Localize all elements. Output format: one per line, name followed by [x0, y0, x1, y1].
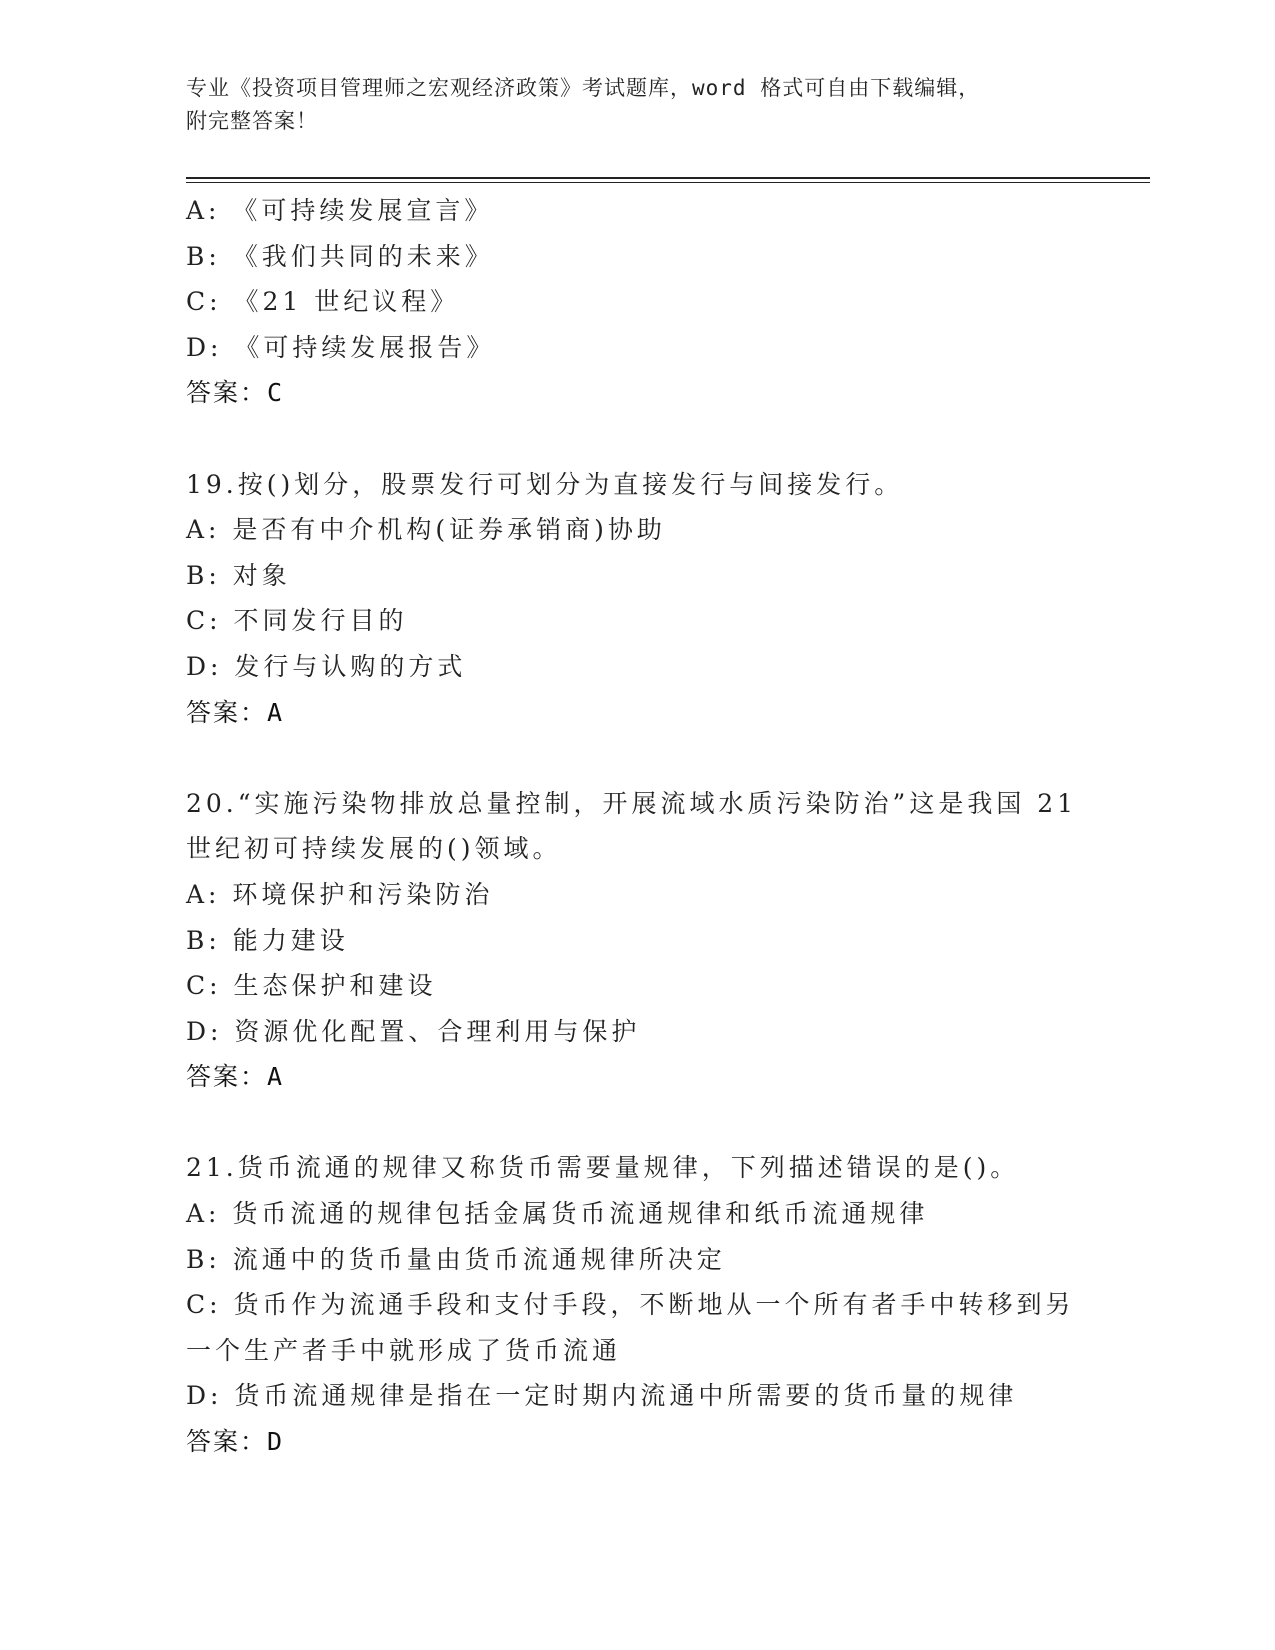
- header-subtitle-line: 附完整答案！: [186, 109, 318, 133]
- document-header: [186, 72, 1086, 138]
- answer-line: 答案：C: [186, 378, 285, 408]
- header-title-line: 专业《投资项目管理师之宏观经济政策》考试题库，word 格式可自由下载编辑，: [186, 76, 981, 100]
- option-a: A: 《可持续发展宣言》: [186, 196, 494, 225]
- answer-line: 答案：A: [186, 1062, 285, 1092]
- spacer: [186, 735, 1106, 781]
- answer-line: 答案：D: [186, 1427, 285, 1457]
- header-divider-thin: [186, 182, 1150, 183]
- question-text: 21.货币流通的规律又称货币需要量规律，下列描述错误的是()。: [186, 1153, 1020, 1183]
- option-b: B: 《我们共同的未来》: [186, 241, 494, 271]
- question-text-line-1: 20.“实施污染物排放总量控制，开展流域水质污染防治”这是我国 21: [186, 788, 1078, 818]
- question-block-21: [186, 1145, 1106, 1464]
- option-a: A: 环境保护和污染防治: [186, 879, 494, 909]
- question-block-19: [186, 462, 1106, 736]
- option-d: D: 《可持续发展报告》: [186, 332, 496, 362]
- option-c: C: 《21 世纪议程》: [186, 287, 460, 317]
- question-text: 19.按()划分，股票发行可划分为直接发行与间接发行。: [186, 469, 904, 499]
- spacer: [186, 1100, 1106, 1146]
- option-c: C: 不同发行目的: [186, 606, 408, 636]
- answer-line: 答案：A: [186, 697, 285, 727]
- option-a: A: 货币流通的规律包括金属货币流通规律和纸币流通规律: [186, 1199, 929, 1229]
- option-c-line-1: C: 货币作为流通手段和支付手段，不断地从一个所有者手中转移到另: [186, 1290, 1075, 1320]
- option-d: D: 货币流通规律是指在一定时期内流通中所需要的货币量的规律: [186, 1381, 1018, 1411]
- question-text-line-2: 世纪初可持续发展的()领域。: [186, 834, 562, 864]
- question-content: [186, 188, 1106, 1465]
- option-b: B: 能力建设: [186, 925, 349, 955]
- option-d: D: 发行与认购的方式: [186, 651, 467, 681]
- option-d: D: 资源优化配置、合理利用与保护: [186, 1016, 641, 1046]
- spacer: [186, 416, 1106, 462]
- option-a: A: 是否有中介机构(证券承销商)协助: [186, 515, 666, 545]
- question-block-20: [186, 781, 1106, 1100]
- option-b: B: 流通中的货币量由货币流通规律所决定: [186, 1244, 726, 1274]
- option-c-line-2: 一个生产者手中就形成了货币流通: [186, 1335, 622, 1365]
- header-divider-thick: [186, 177, 1150, 179]
- option-c: C: 生态保护和建设: [186, 971, 437, 1001]
- option-b: B: 对象: [186, 560, 291, 590]
- question-block-18: [186, 188, 1106, 416]
